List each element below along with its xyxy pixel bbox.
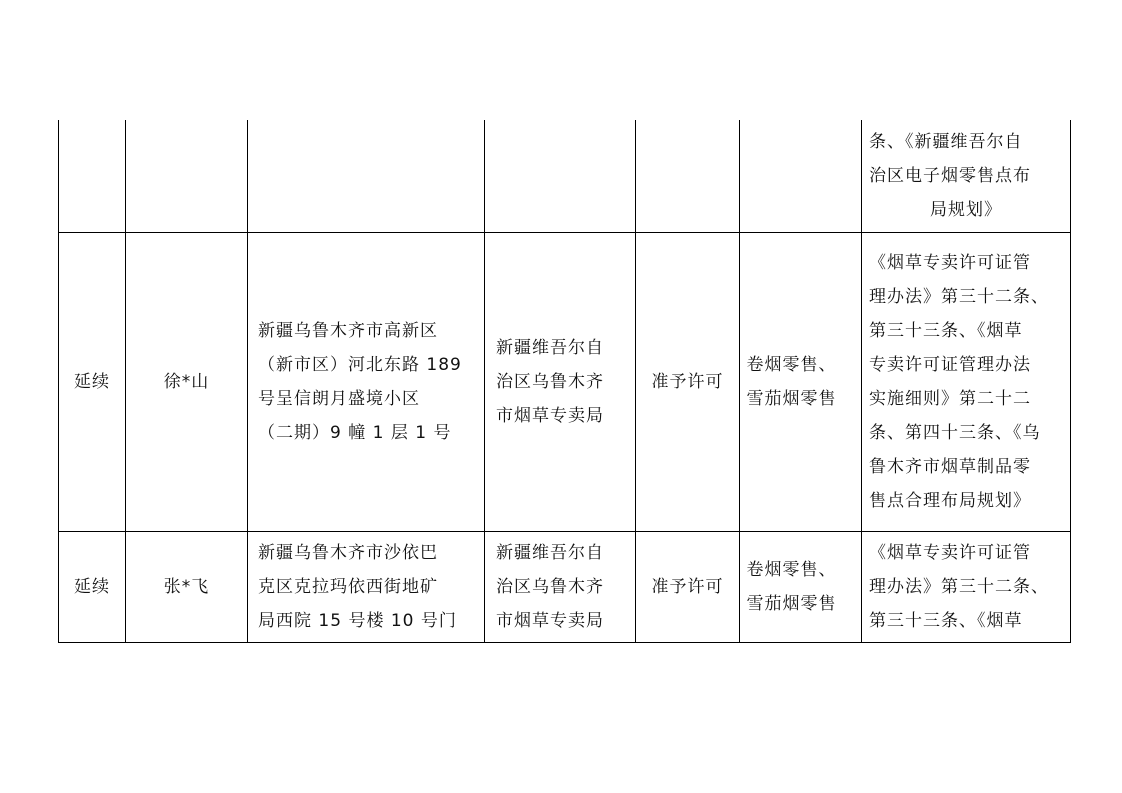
basis-line: 治区电子烟零售点布 — [869, 166, 1031, 186]
basis-line: 理办法》第三十二条、 — [869, 287, 1049, 307]
table-row — [59, 120, 1071, 233]
address-line: （新市区）河北东路 189 — [258, 355, 462, 375]
table-row — [59, 532, 1071, 643]
decision-cell: 准予许可 — [636, 233, 740, 532]
basis-line: 条、第四十三条、《乌 — [869, 423, 1041, 443]
basis-line: 鲁木齐市烟草制品零 — [869, 457, 1031, 477]
basis-line: 第三十三条、《烟草 — [869, 321, 1023, 341]
scope-line: 卷烟零售、 — [746, 560, 837, 580]
address-line: 克区克拉玛依西街地矿 — [258, 577, 438, 597]
decision-cell — [636, 120, 740, 233]
authority-line: 治区乌鲁木齐 — [496, 577, 604, 597]
basis-line: 售点合理布局规划》 — [869, 491, 1031, 511]
basis-line: 条、《新疆维吾尔自 — [869, 132, 1023, 152]
authority-line: 新疆维吾尔自 — [496, 543, 604, 563]
license-table — [58, 120, 1071, 643]
scope-line: 雪茄烟零售 — [746, 594, 837, 614]
basis-line: 《烟草专卖许可证管 — [869, 253, 1031, 273]
scope-cell — [740, 532, 862, 643]
table-row — [59, 233, 1071, 532]
name-cell — [126, 120, 248, 233]
basis-line: 实施细则》第二十二 — [869, 389, 1031, 409]
scope-line: 卷烟零售、 — [746, 355, 837, 375]
basis-cell — [862, 532, 1071, 643]
basis-line: 《烟草专卖许可证管 — [869, 543, 1031, 563]
name-cell: 张*飞 — [126, 532, 248, 643]
address-cell — [248, 532, 485, 643]
name-cell: 徐*山 — [126, 233, 248, 532]
basis-line: 理办法》第三十二条、 — [869, 577, 1049, 597]
basis-cell — [862, 233, 1071, 532]
basis-line: 专卖许可证管理办法 — [869, 355, 1031, 375]
authority-line: 治区乌鲁木齐 — [496, 372, 604, 392]
scope-cell — [740, 120, 862, 233]
scope-line: 雪茄烟零售 — [746, 389, 837, 409]
address-line: （二期）9 幢 1 层 1 号 — [258, 423, 452, 443]
address-line: 新疆乌鲁木齐市沙依巴 — [258, 543, 438, 563]
address-line: 号呈信朗月盛境小区 — [258, 389, 420, 409]
type-cell: 延续 — [59, 233, 126, 532]
address-line: 新疆乌鲁木齐市高新区 — [258, 321, 438, 341]
basis-line: 局规划》 — [930, 200, 1002, 220]
type-cell — [59, 120, 126, 233]
authority-cell — [485, 532, 636, 643]
authority-line: 新疆维吾尔自 — [496, 338, 604, 358]
authority-line: 市烟草专卖局 — [496, 611, 604, 631]
address-cell — [248, 233, 485, 532]
authority-cell — [485, 233, 636, 532]
address-line: 局西院 15 号楼 10 号门 — [258, 611, 457, 631]
basis-cell — [862, 120, 1071, 233]
basis-line: 第三十三条、《烟草 — [869, 611, 1023, 631]
decision-cell: 准予许可 — [636, 532, 740, 643]
type-cell: 延续 — [59, 532, 126, 643]
authority-line: 市烟草专卖局 — [496, 406, 604, 426]
address-cell — [248, 120, 485, 233]
scope-cell — [740, 233, 862, 532]
authority-cell — [485, 120, 636, 233]
